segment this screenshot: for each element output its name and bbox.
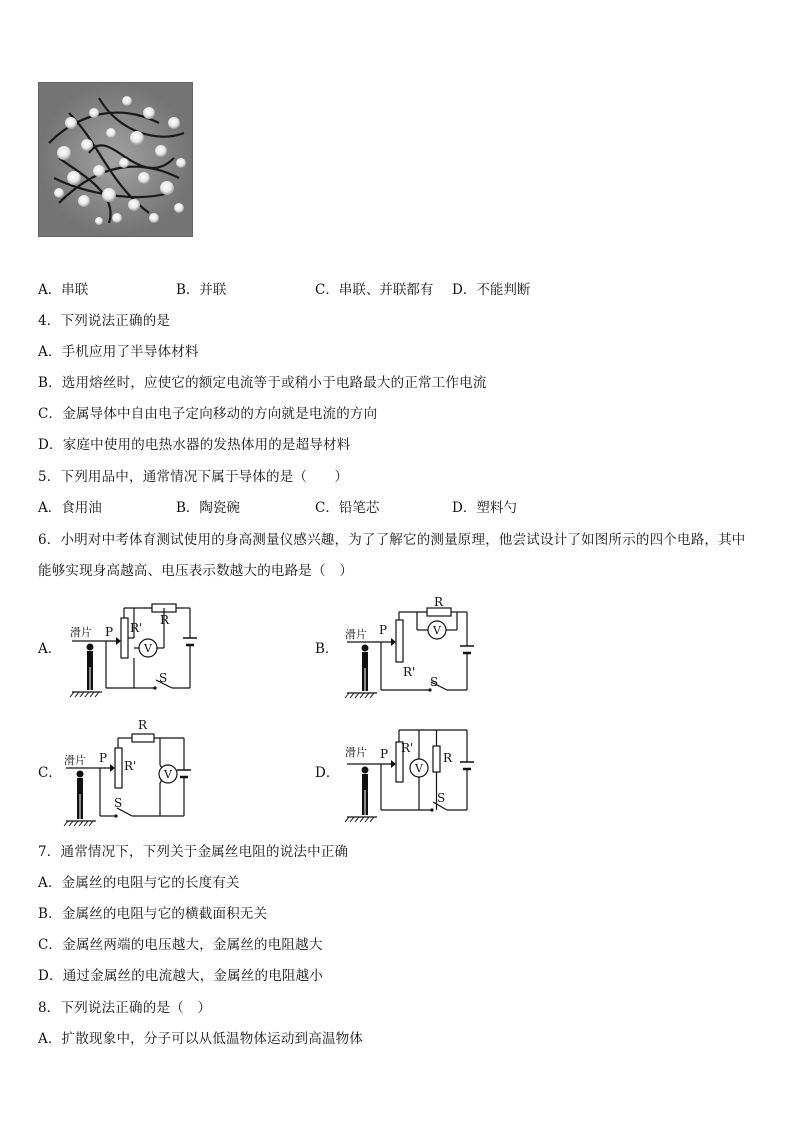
slider-label: 滑片 [345, 628, 367, 641]
q5-option-d: D．塑料勺 [452, 500, 517, 516]
q3-option-c: C．串联、并联都有 [315, 282, 434, 298]
rprime-label: R' [130, 621, 143, 635]
voltmeter-label: V [415, 762, 423, 775]
q6-option-b-label: B． [315, 641, 339, 657]
rprime-label: R' [401, 741, 414, 755]
q7-option-b: B．金属丝的电阻与它的横截面积无关 [38, 906, 268, 922]
q6-option-d-label: D． [315, 765, 340, 781]
p-label: P [105, 625, 114, 639]
q5-option-b: B．陶瓷碗 [176, 500, 240, 516]
q6-option-c-label: C． [38, 765, 62, 781]
string-lights-photo [38, 82, 193, 237]
q5-option-c: C．铅笔芯 [315, 500, 380, 516]
q7-option-a: A．金属丝的电阻与它的长度有关 [38, 875, 240, 891]
q5-option-a: A．食用油 [38, 500, 102, 516]
circuit-diagram-a [68, 600, 208, 699]
q4-option-c: C．金属导体中自由电子定向移动的方向就是电流的方向 [38, 406, 378, 422]
q6-stem-line2: 能够实现身高越高、电压表示数越大的电路是（ ） [38, 563, 354, 579]
r-label: R [160, 613, 170, 627]
p-label: P [380, 747, 389, 761]
q4-option-a: A．手机应用了半导体材料 [38, 344, 199, 360]
q3-option-b: B．并联 [176, 282, 227, 298]
slider-label: 滑片 [64, 754, 86, 767]
voltmeter-label: V [164, 768, 172, 781]
q8-option-a: A．扩散现象中，分子可以从低温物体运动到高温物体 [38, 1031, 364, 1047]
q3-option-d: D．不能判断 [452, 282, 531, 298]
q6-option-a-label: A． [38, 641, 62, 657]
circuit-diagram-c [62, 718, 202, 832]
p-label: P [379, 623, 388, 637]
q4-option-d: D．家庭中使用的电热水器的发热体用的是超导材料 [38, 437, 351, 453]
switch-label: S [114, 796, 123, 810]
q4-stem: 4．下列说法正确的是 [38, 313, 171, 329]
rprime-label: R' [403, 665, 416, 679]
slider-label: 滑片 [345, 746, 367, 759]
voltmeter-label: V [144, 642, 152, 655]
q5-stem: 5．下列用品中，通常情况下属于导体的是（ ） [38, 469, 349, 485]
q6-stem-line1: 6．小明对中考体育测试使用的身高测量仪感兴趣，为了了解它的测量原理，他尝试设计了如图所示的四个电路，其中 [38, 532, 746, 548]
switch-label: S [437, 791, 446, 805]
circuit-diagram-b [343, 595, 483, 702]
slider-label: 滑片 [70, 626, 92, 639]
q4-option-b: B．选用熔丝时，应使它的额定电流等于或稍小于电路最大的正常工作电流 [38, 375, 487, 391]
q7-option-d: D．通过金属丝的电流越大，金属丝的电阻越小 [38, 968, 324, 984]
voltmeter-label: V [433, 624, 441, 637]
q8-stem: 8．下列说法正确的是（ ） [38, 1000, 212, 1016]
p-label: P [99, 751, 108, 765]
circuit-diagram-d [343, 722, 483, 826]
switch-label: S [430, 675, 439, 689]
rprime-label: R' [124, 759, 137, 773]
q7-option-c: C．金属丝两端的电压越大，金属丝的电阻越大 [38, 937, 323, 953]
r-label: R [434, 595, 444, 609]
switch-label: S [159, 671, 168, 685]
q7-stem: 7．通常情况下，下列关于金属丝电阻的说法中正确 [38, 844, 349, 860]
r-label: R [138, 718, 148, 732]
r-label: R [443, 751, 453, 765]
q3-option-a: A．串联 [38, 282, 89, 298]
